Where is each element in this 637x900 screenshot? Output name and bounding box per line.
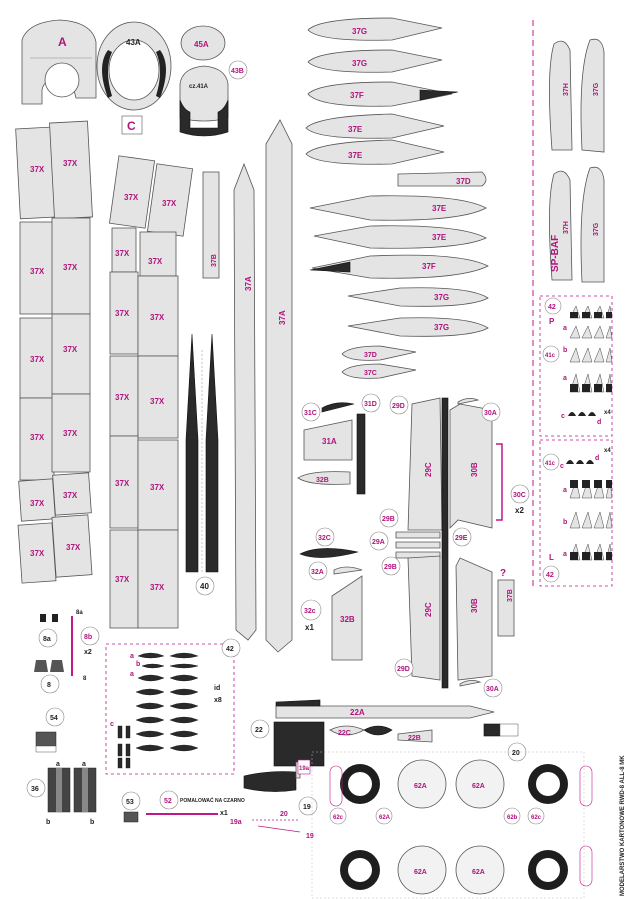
part-41A [180, 61, 247, 136]
label-37X-4: 37X [63, 263, 78, 272]
label-19a-2: 19a [230, 819, 242, 826]
parts-29-30 [370, 396, 529, 697]
label-37X-5: 37X [30, 355, 45, 364]
label-x1-52: x1 [220, 810, 228, 817]
label-8-1: 8 [47, 682, 51, 689]
label-c-1: c [561, 413, 565, 420]
label-37F-2: 37F [422, 262, 436, 271]
label-37X-3: 37X [30, 267, 45, 276]
label-37C: 37C [364, 370, 377, 377]
label-37X-9: 37X [30, 499, 45, 508]
wing-ribs-mid [310, 172, 488, 336]
label-62A-4: 62A [472, 869, 485, 876]
label-x2-8: x2 [84, 649, 92, 656]
label-question: ? [500, 568, 507, 579]
label-62b: 62b [507, 815, 518, 821]
label-42-P: 42 [548, 304, 556, 311]
label-22A: 22A [350, 708, 365, 717]
label-41c-1: 41c [545, 353, 556, 359]
label-45A: 45A [194, 40, 209, 49]
label-62c-1: 62c [333, 815, 344, 821]
label-b-36-1: b [46, 819, 51, 826]
label-37G-4: 37G [434, 323, 450, 332]
part-C [122, 116, 142, 134]
label-62A-3: 62A [414, 869, 427, 876]
label-37G-2: 37G [352, 59, 368, 68]
label-20-2: 20 [280, 811, 288, 818]
label-37E-1: 37E [348, 125, 363, 134]
label-37X-10: 37X [63, 491, 78, 500]
label-29C-1: 29C [424, 462, 433, 477]
label-x4-2: x4 [604, 448, 611, 454]
label-A: A [58, 35, 67, 49]
label-37X-1: 37X [30, 165, 45, 174]
label-37X-22: 37X [150, 483, 165, 492]
label-22B: 22B [408, 735, 421, 742]
label-30B-2: 30B [470, 598, 479, 613]
label-8a-1: 8a [43, 636, 51, 643]
label-id: id [214, 685, 221, 692]
label-b-42: b [136, 661, 141, 668]
paint-black-note: POMALOWAĆ NA CZARNO [180, 798, 245, 804]
label-37X-17: 37X [115, 309, 130, 318]
label-x2-30: x2 [515, 506, 524, 515]
parts-37A [234, 120, 292, 652]
label-22C: 22C [338, 730, 351, 737]
label-37X-24: 37X [150, 583, 165, 592]
label-37B-2: 37B [507, 589, 514, 602]
label-31A: 31A [322, 437, 337, 446]
label-41c-2: 41c [545, 461, 556, 467]
label-32A: 32A [311, 569, 324, 576]
label-37E-3: 37E [432, 204, 447, 213]
part-37B [203, 172, 219, 278]
label-x8: x8 [214, 697, 222, 704]
label-37X-19: 37X [115, 393, 130, 402]
label-43B: 43B [231, 68, 244, 75]
label-37A-2: 37A [278, 310, 287, 325]
label-31C: 31C [304, 410, 317, 417]
label-37G-1: 37G [352, 27, 368, 36]
label-37G-6: 37G [593, 222, 600, 236]
label-c-2: c [560, 463, 564, 470]
label-b-1: b [563, 347, 568, 354]
label-37G-3: 37G [434, 293, 450, 302]
label-37X-15: 37X [115, 249, 130, 258]
label-37F-1: 37F [350, 91, 364, 100]
label-a-2: a [563, 375, 567, 382]
label-cz41A: cz.41A [189, 84, 209, 90]
label-29A: 29A [372, 539, 385, 546]
label-19-2: 19 [306, 833, 314, 840]
parts-31 [298, 394, 380, 494]
label-54: 54 [50, 715, 58, 722]
label-37X-8: 37X [63, 429, 78, 438]
label-a-36-1: a [56, 761, 60, 768]
label-37X-18: 37X [150, 313, 165, 322]
label-a-3: a [563, 487, 567, 494]
label-30A-1: 30A [484, 410, 497, 417]
label-37X-14: 37X [162, 199, 177, 208]
label-19-1: 19 [303, 804, 311, 811]
part-40 [186, 334, 218, 595]
label-37H-1: 37H [563, 83, 570, 96]
label-62A-1: 62A [414, 783, 427, 790]
label-32B-2: 32B [340, 615, 355, 624]
label-29E: 29E [455, 535, 468, 542]
parts-8 [34, 610, 99, 693]
panels-37X-middle [109, 156, 192, 628]
label-20-1: 20 [512, 750, 520, 757]
parts-52-53 [122, 791, 245, 822]
label-19a-1: 19a [299, 766, 310, 772]
label-36: 36 [31, 786, 39, 793]
label-31D: 31D [364, 401, 377, 408]
part-42-box [106, 639, 240, 774]
label-37X-11: 37X [30, 549, 45, 558]
label-32C: 32C [318, 535, 331, 542]
label-29B-1: 29B [382, 516, 395, 523]
label-22: 22 [255, 727, 263, 734]
label-37H-2: 37H [563, 221, 570, 234]
label-P: P [549, 317, 555, 326]
label-37X-2: 37X [63, 159, 78, 168]
label-37A-1: 37A [244, 276, 253, 291]
part-A [22, 20, 96, 104]
label-x1-32: x1 [305, 623, 314, 632]
label-L: L [549, 553, 554, 562]
label-37X-21: 37X [115, 479, 130, 488]
label-8-2: 8 [83, 676, 87, 682]
label-62A-5: 62A [379, 815, 391, 821]
label-62A-2: 62A [472, 783, 485, 790]
label-a-42-2: a [130, 671, 134, 678]
registration-text: SP-BAF [550, 234, 561, 272]
label-32B-1: 32B [316, 477, 329, 484]
label-37X-20: 37X [150, 397, 165, 406]
label-C: C [127, 119, 136, 133]
label-a-1: a [563, 325, 567, 332]
label-30B-1: 30B [470, 462, 479, 477]
label-37X-12: 37X [66, 543, 81, 552]
label-37D-2: 37D [364, 352, 377, 359]
parts-32 [300, 528, 362, 660]
label-37X-16: 37X [148, 257, 163, 266]
part-45A [181, 26, 225, 60]
label-53: 53 [126, 799, 134, 806]
label-29D-1: 29D [392, 403, 405, 410]
label-b-36-2: b [90, 819, 95, 826]
label-d-2: d [595, 455, 600, 462]
label-42-L: 42 [546, 572, 554, 579]
label-40: 40 [200, 582, 209, 591]
label-37X-6: 37X [63, 345, 78, 354]
label-37B: 37B [211, 254, 218, 267]
part-54 [36, 708, 64, 752]
label-8a-2: 8a [76, 610, 83, 616]
label-37G-5: 37G [593, 82, 600, 96]
label-52: 52 [164, 798, 172, 805]
label-37D-1: 37D [456, 177, 471, 186]
label-a-36-2: a [82, 761, 86, 768]
label-62c-2: 62c [531, 815, 542, 821]
label-d-1: d [597, 419, 602, 426]
label-x4-1: x4 [604, 410, 611, 416]
label-37E-2: 37E [348, 151, 363, 160]
label-42-box: 42 [226, 646, 234, 653]
label-43A: 43A [126, 38, 141, 47]
footer-credit: MODELARSTWO KARTONOWE RWD-8 ALL-8 MK [620, 755, 626, 896]
wing-ribs-top [306, 18, 458, 164]
wheels [312, 752, 592, 898]
label-29D-2: 29D [397, 666, 410, 673]
label-29B-2: 29B [384, 564, 397, 571]
label-29C-2: 29C [424, 602, 433, 617]
label-a-4: a [563, 551, 567, 558]
label-30A-2: 30A [486, 686, 499, 693]
label-a-42-1: a [130, 653, 134, 660]
label-37X-13: 37X [124, 193, 139, 202]
label-8b: 8b [84, 634, 93, 641]
label-30C: 30C [513, 492, 526, 499]
label-32c: 32c [304, 608, 316, 615]
right-column [533, 20, 612, 588]
part-43A [97, 22, 171, 110]
ribs-37D-37C [342, 346, 416, 378]
label-37X-23: 37X [115, 575, 130, 584]
panels-37X-left [16, 121, 93, 583]
label-b-2: b [563, 519, 568, 526]
part-36 [27, 761, 96, 826]
label-37E-4: 37E [432, 233, 447, 242]
label-37X-7: 37X [30, 433, 45, 442]
label-c-42: c [110, 721, 114, 728]
